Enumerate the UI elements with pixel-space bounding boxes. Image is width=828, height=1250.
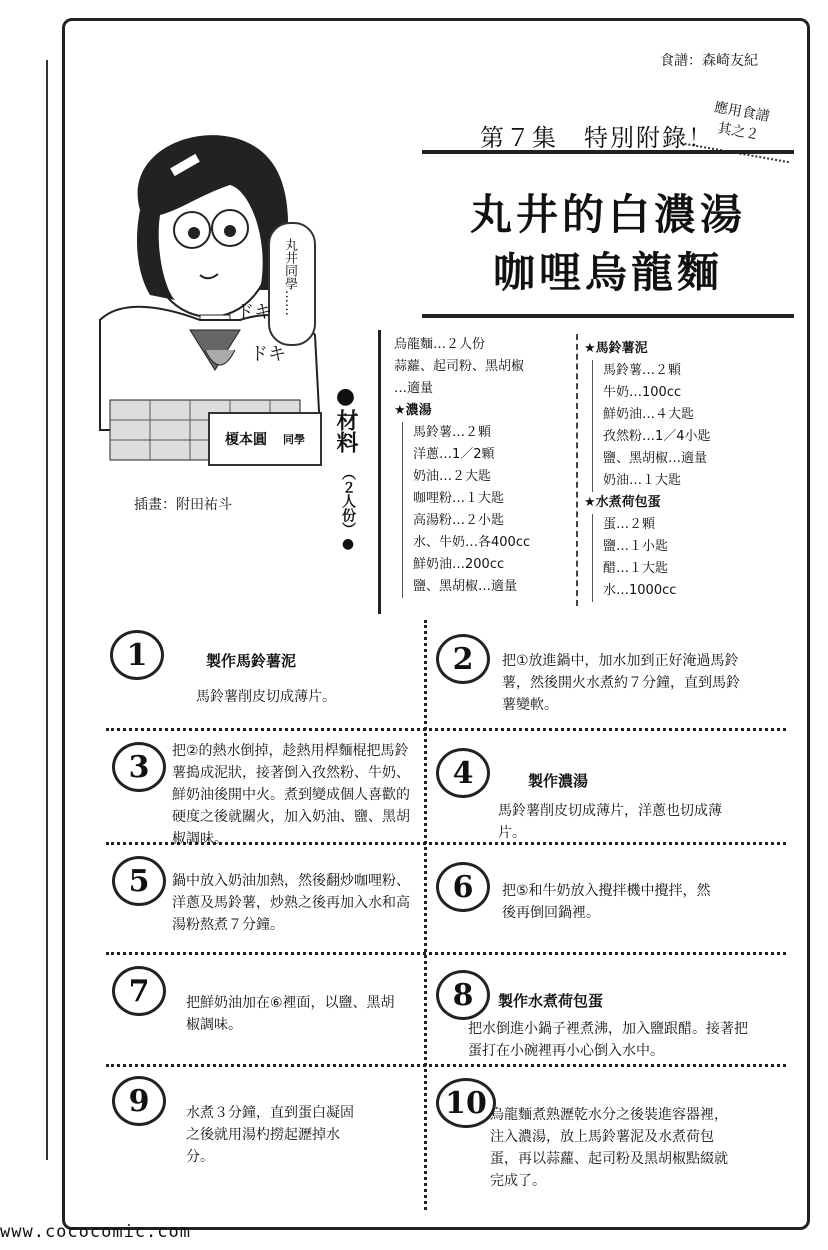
soup-heading: ★濃湯 <box>394 403 432 418</box>
sfx-2: ドキ <box>250 344 286 365</box>
step-number: 2 <box>436 634 490 684</box>
steps-row-divider <box>106 1064 786 1067</box>
step-number: 4 <box>436 748 490 798</box>
badge-line-1: 應用食譜 <box>712 99 771 125</box>
recipe-credit: 食譜：森崎友紀 <box>660 53 758 69</box>
sound-effect <box>236 300 286 368</box>
episode-heading: 第７集 特別附錄！ <box>480 124 714 152</box>
ingredient-item: 洋蔥…1／2顆 <box>413 447 495 462</box>
steps-vertical-divider <box>424 620 427 1210</box>
step-text: 把鮮奶油加在⑥裡面，以鹽、黑胡椒調味。 <box>186 995 395 1033</box>
ingredient-item: 高湯粉…２小匙 <box>413 513 505 528</box>
ingredient-item: 蛋…２顆 <box>603 517 656 532</box>
egg-heading: ★水煮荷包蛋 <box>584 495 661 510</box>
step-number: 5 <box>112 856 166 906</box>
ingredient-item: 醋…１大匙 <box>603 561 669 576</box>
ingredient-item: 孜然粉…1／4小匙 <box>603 429 711 444</box>
step-text: 把①放進鍋中，加水加到正好淹過馬鈴薯，然後開火水煮約７分鐘，直到馬鈴薯變軟。 <box>502 653 740 713</box>
ingredients-label: ●材料 <box>333 384 358 453</box>
step-number: 10 <box>436 1078 496 1128</box>
site-watermark: www.cococomic.com <box>0 1222 191 1242</box>
ingredient-item: 鮮奶油…４大匙 <box>603 407 695 422</box>
illustrator-credit: 插畫：附田祐斗 <box>134 497 232 513</box>
step-text: 把⑤和牛奶放入攪拌機中攪拌，然後再倒回鍋裡。 <box>502 883 711 921</box>
title-line-2: 咖哩烏龍麵 <box>492 248 723 297</box>
sfx-1: ドキ <box>236 302 272 323</box>
ingredient-item: 牛奶…100cc <box>603 385 682 400</box>
servings-label: （２人份）● <box>340 466 356 552</box>
ingredient-item: 鹽…１小匙 <box>603 539 669 554</box>
ingredient-item: 烏龍麵…２人份 <box>394 337 486 352</box>
ingredient-item: 咖哩粉…１大匙 <box>413 491 505 506</box>
step-text: 馬鈴薯削皮切成薄片。 <box>196 689 336 705</box>
ingredient-item: 蒜蘿、起司粉、黑胡椒 <box>394 359 525 374</box>
step-number: 1 <box>110 630 164 680</box>
ingredient-item: 奶油…１大匙 <box>603 473 682 488</box>
ingredient-item: 水、牛奶…各400cc <box>413 535 531 550</box>
name-suffix: 同學 <box>283 433 305 446</box>
soup-group <box>402 422 530 598</box>
steps-row-divider <box>106 952 786 955</box>
ingredient-item: 水…1000cc <box>603 583 677 598</box>
steps-row-divider <box>106 728 786 731</box>
potato-heading: ★馬鈴薯泥 <box>584 341 648 356</box>
step-number: 8 <box>436 970 490 1020</box>
ingredient-item: 鹽、黑胡椒…適量 <box>603 451 708 466</box>
ingredient-item: 馬鈴薯…２顆 <box>413 425 492 440</box>
ingredient-item: …適量 <box>394 381 434 396</box>
column-divider <box>576 334 578 606</box>
potato-group <box>592 360 711 492</box>
step-text: 鍋中放入奶油加熱，然後翻炒咖哩粉、洋蔥及馬鈴薯，炒熟之後再加入水和高湯粉熬煮７分鐘。 <box>172 873 410 933</box>
step-subtitle: 製作濃湯 <box>528 772 589 790</box>
speech-text: 丸井同學…… <box>282 238 297 316</box>
step-number: 6 <box>436 862 490 912</box>
ingredient-item: 馬鈴薯…２顆 <box>603 363 682 378</box>
title-line-1: 丸井的白濃湯 <box>469 190 746 239</box>
step-text: 馬鈴薯削皮切成薄片，洋蔥也切成薄片。 <box>498 803 722 841</box>
badge-line-2: 其之２ <box>716 120 761 144</box>
name-box <box>208 412 322 466</box>
step-number: 7 <box>112 966 166 1016</box>
ingredients-column-2 <box>584 338 711 602</box>
ingredients-rule <box>378 330 381 614</box>
step-text: 烏龍麵煮熟瀝乾水分之後裝進容器裡，注入濃湯，放上馬鈴薯泥及水煮荷包蛋，再以蒜蘿、起司粉及黑胡椒點綴就完成了。 <box>490 1107 728 1189</box>
character-name: 榎本圓 <box>225 432 267 448</box>
step-subtitle: 製作水煮荷包蛋 <box>498 992 604 1010</box>
step-text: 把②的熱水倒掉，趁熱用桿麵棍把馬鈴薯搗成泥狀，接著倒入孜然粉、牛奶、鮮奶油後開中火。煮到變成個人喜歡的硬度之後就關火，加入奶油、鹽、黑胡椒調味。 <box>172 743 410 847</box>
ingredient-item: 鹽、黑胡椒…適量 <box>413 579 518 594</box>
step-number: 9 <box>112 1076 166 1126</box>
egg-group <box>592 514 711 602</box>
ingredient-item: 奶油…２大匙 <box>413 469 492 484</box>
step-subtitle: 製作馬鈴薯泥 <box>206 652 297 670</box>
ingredient-item: 鮮奶油…200cc <box>413 557 505 572</box>
step-text: 把水倒進小鍋子裡煮沸，加入鹽跟醋。接著把蛋打在小碗裡再小心倒入水中。 <box>468 1021 748 1059</box>
step-number: 3 <box>112 742 166 792</box>
frame-edge <box>46 60 58 1160</box>
step-text: 水煮３分鐘，直到蛋白凝固之後就用湯杓撈起瀝掉水分。 <box>186 1105 354 1165</box>
ingredients-column-1 <box>394 334 530 598</box>
